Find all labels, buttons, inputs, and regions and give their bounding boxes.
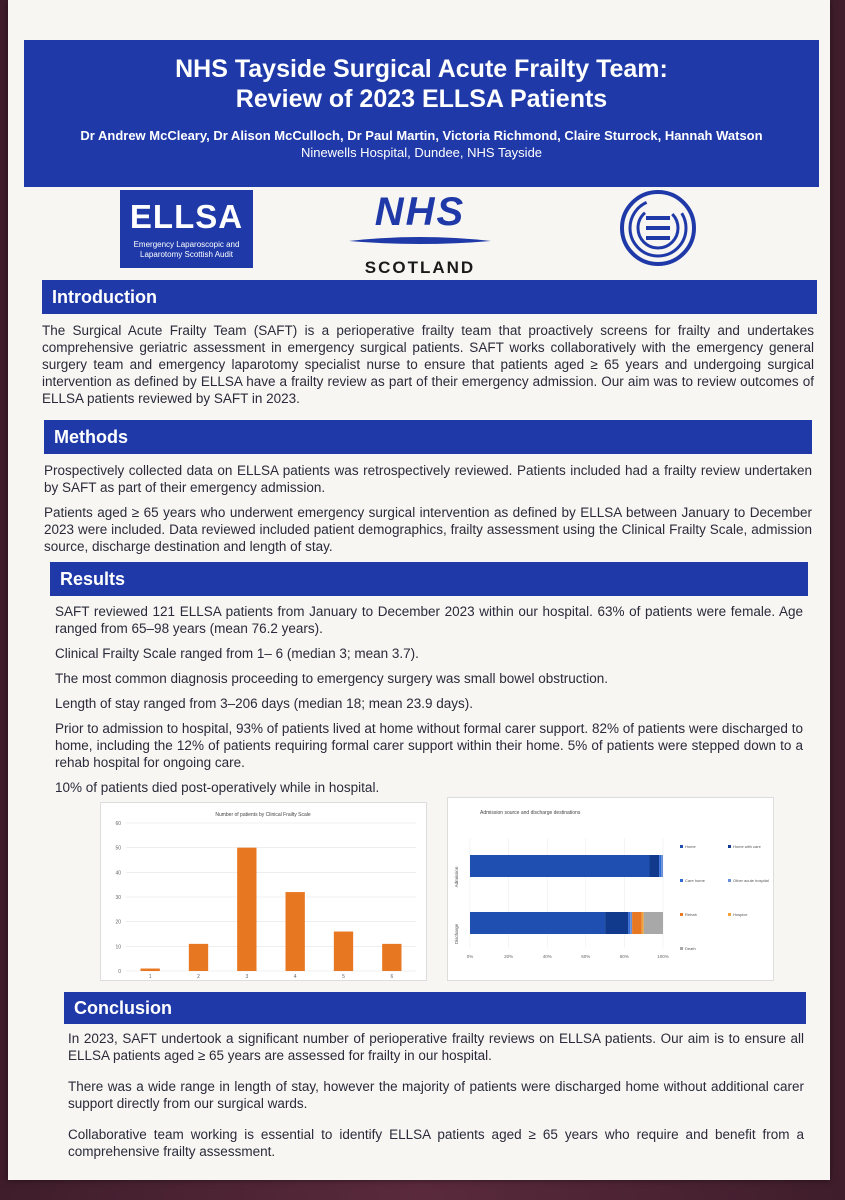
methods-p2: Patients aged ≥ 65 years who underwent emergency surgical intervention as defined by ELLSA between January to December 2023 were included. Data reviewed included patient demographics, frailty assessment using the Clinical Frailty Scale, admission source, discharge destination and length of stay. — [44, 505, 812, 554]
methods-p1: Prospectively collected data on ELLSA patients was retrospectively reviewed. Patients included had a frailty review undertaken by SAFT as part of their emergency admission. — [44, 463, 812, 495]
title-line-2: Review of 2023 ELLSA Patients — [235, 85, 608, 113]
legend-label: Death — [685, 946, 696, 951]
legend-swatch — [680, 845, 683, 848]
poster-title — [24, 54, 819, 114]
bar-segment-discharge — [630, 912, 632, 934]
section-introduction: Introduction — [42, 280, 817, 314]
x-tick-label: 80% — [619, 954, 629, 959]
conclusion-p2: There was a wide range in length of stay, however the majority of patients were discharged home without additional carer support directly from our surgical wards. — [68, 1079, 804, 1111]
y-tick-label: 50 — [115, 845, 121, 852]
y-tick-label: 30 — [115, 895, 121, 901]
chart-title: Number of patients by Clinical Frailty Scale — [215, 812, 311, 818]
legend-label: Home with care — [733, 844, 761, 849]
nhs-scotland-logo — [345, 190, 495, 277]
legend-label: Care home — [685, 878, 705, 883]
bar-segment-discharge — [605, 912, 628, 934]
results-p2: Clinical Frailty Scale ranged from 1– 6 (median 3; mean 3.7). — [55, 646, 419, 661]
section-methods: Methods — [44, 420, 812, 454]
results-p6: 10% of patients died post-operatively while in hospital. — [55, 780, 380, 795]
bar-segment-admission — [661, 855, 663, 877]
legend-swatch — [728, 913, 731, 916]
bar-cfs-1 — [141, 969, 160, 971]
bar-segment-discharge — [644, 912, 663, 934]
affiliation: Ninewells Hospital, Dundee, NHS Tayside — [300, 145, 543, 160]
legend-swatch — [680, 879, 683, 882]
x-tick-label: 60% — [581, 954, 591, 959]
scotland-logo-text: SCOTLAND — [364, 258, 476, 277]
circular-brand-logo-icon — [618, 188, 698, 268]
y-tick-label: 40 — [115, 870, 121, 877]
legend-label: Other acute hospital — [733, 878, 769, 883]
nhs-logo-text: NHS — [374, 190, 466, 234]
introduction-text: The Surgical Acute Frailty Team (SAFT) is a perioperative frailty team that proactively screens for frailty and undertakes comprehensive geriatric assessment in emergency surgical patients. SAFT works collaboratively with the emergency general surgery team and emergency laparotomy specialist nurse to ensure that patients aged ≥ 65 years and undergoing surgical intervention as defined by ELLSA have a frailty review as part of their emergency admission. Our aim was to review outcomes of ELLSA patients reviewed by SAFT in 2023. — [42, 323, 814, 406]
conclusion-p1: In 2023, SAFT undertook a significant number of perioperative frailty reviews on ELLSA patients. Our aim is to ensure all ELLSA patients aged ≥ 65 years are assessed for frailty in our hospital. — [68, 1031, 804, 1063]
results-p3: The most common diagnosis proceeding to emergency surgery was small bowel obstruction. — [55, 671, 609, 686]
x-tick-label: 5 — [342, 974, 345, 980]
legend-swatch — [728, 845, 731, 848]
results-p5: Prior to admission to hospital, 93% of patients lived at home without formal carer support. 82% of patients were discharged to home, including the 12% of patients requiring formal carer support within their home. 5% of patients were stepped down to a rehab hospital for ongoing care. — [55, 721, 803, 770]
bar-segment-admission — [470, 855, 649, 877]
x-tick-label: 2 — [197, 974, 200, 980]
bar-cfs-3 — [237, 848, 256, 971]
legend-swatch — [680, 913, 683, 916]
x-tick-label: 100% — [657, 954, 669, 959]
frailty-scale-chart — [100, 802, 427, 981]
section-conclusion: Conclusion — [64, 992, 806, 1024]
x-tick-label: 20% — [504, 954, 514, 959]
admission-discharge-chart — [447, 797, 774, 981]
x-tick-label: 3 — [245, 974, 249, 980]
bar-cfs-6 — [382, 944, 401, 971]
bar-cfs-2 — [189, 944, 208, 971]
title-banner — [24, 40, 819, 187]
x-tick-label: 0% — [466, 954, 474, 959]
bar-cfs-5 — [334, 932, 353, 971]
results-p4: Length of stay ranged from 3–206 days (median 18; mean 23.9 days). — [55, 696, 474, 711]
ellsa-logo-subtitle: Emergency Laparoscopic and Laparotomy Scottish Audit — [133, 240, 240, 259]
bar-segment-discharge — [632, 912, 642, 934]
nhs-saltire-swoosh-icon — [345, 235, 495, 247]
methods-text — [44, 462, 812, 563]
results-p1: SAFT reviewed 121 ELLSA patients from January to December 2023 within our hospital. 63% of patients were female. Age ranged from 65–98 years (mean 76.2 years). — [55, 604, 803, 636]
y-tick-label: 0 — [118, 969, 121, 975]
x-tick-label: 6 — [390, 974, 394, 980]
bar-segment-admission — [649, 855, 659, 877]
legend-label: Hospice — [733, 912, 748, 917]
category-label: Discharge — [454, 923, 459, 945]
bar-cfs-4 — [286, 892, 305, 971]
legend-swatch — [728, 879, 731, 882]
y-tick-label: 20 — [115, 919, 121, 926]
y-tick-label: 60 — [115, 821, 121, 827]
x-tick-label: 40% — [542, 954, 552, 959]
conclusion-text — [68, 1030, 804, 1168]
section-results: Results — [50, 562, 808, 596]
legend-swatch — [680, 947, 683, 950]
admission-discharge-chart-svg — [448, 798, 773, 980]
x-tick-label: 4 — [293, 974, 297, 980]
ellsa-logo-text: ELLSA — [129, 198, 244, 235]
results-text — [55, 603, 803, 804]
authors: Dr Andrew McCleary, Dr Alison McCulloch, Dr Paul Martin, Victoria Richmond, Claire Sturrock, Hannah Watson — [80, 128, 763, 143]
bar-segment-discharge — [642, 912, 644, 934]
x-tick-label: 1 — [148, 974, 152, 980]
bar-segment-discharge — [628, 912, 630, 934]
legend-label: Rehab — [685, 912, 697, 917]
bar-segment-discharge — [470, 912, 605, 934]
chart-title: Admission source and discharge destinations — [480, 810, 581, 816]
title-line-1: NHS Tayside Surgical Acute Frailty Team: — [175, 55, 668, 83]
legend-label: Home — [685, 844, 696, 849]
conclusion-p3: Collaborative team working is essential to identify ELLSA patients aged ≥ 65 years who require and benefit from a comprehensive frailty assessment. — [68, 1127, 804, 1159]
bar-segment-admission — [659, 855, 661, 877]
frailty-scale-chart-svg — [101, 803, 426, 980]
category-label: Admission — [454, 866, 459, 888]
ellsa-logo — [120, 190, 253, 268]
y-tick-label: 10 — [115, 944, 121, 951]
